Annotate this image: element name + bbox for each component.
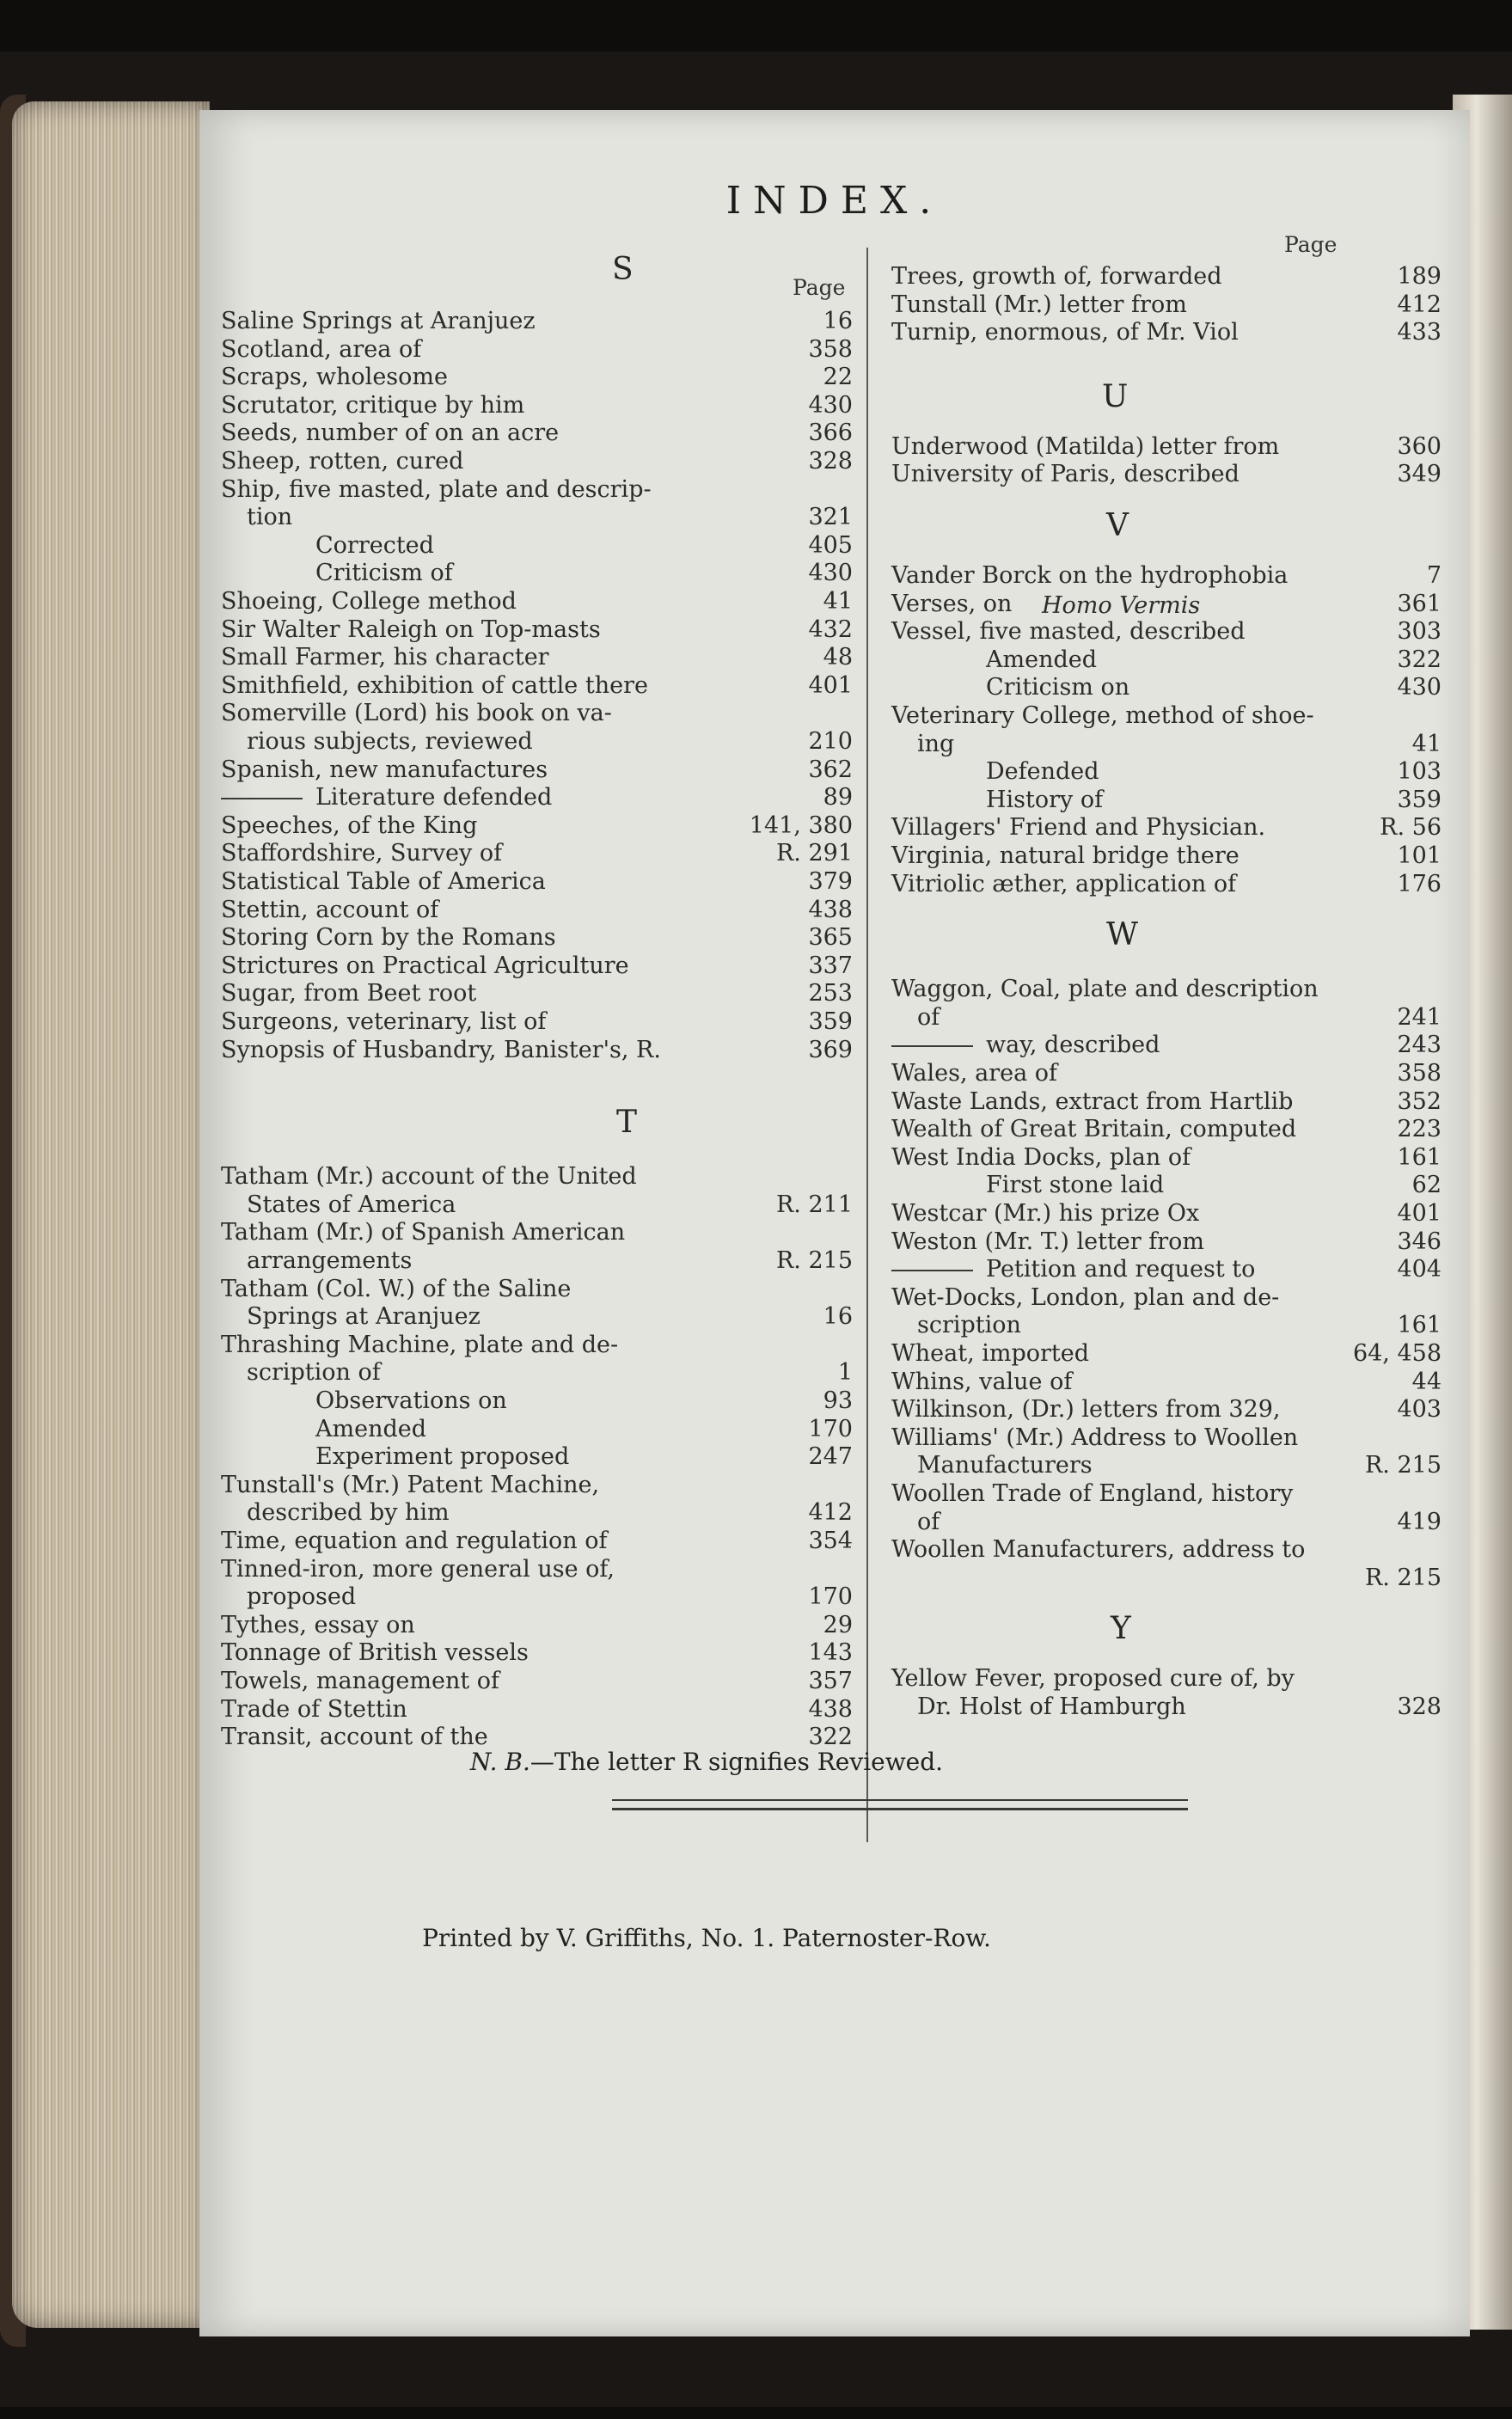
index-entry: Wheat, imported [891, 1340, 1090, 1367]
index-page-number: R. 215 [1364, 1452, 1442, 1479]
index-page-number: 366 [808, 419, 853, 447]
index-page-number: 412 [1397, 291, 1442, 318]
index-entry: Thrashing Machine, plate and de- [221, 1331, 619, 1358]
index-page-number: 22 [823, 364, 853, 391]
index-entry: University of Paris, described [891, 461, 1240, 488]
index-page-number: 419 [1397, 1508, 1442, 1535]
index-page-number: 161 [1397, 1143, 1442, 1171]
index-entry: Tunstall (Mr.) letter from [891, 291, 1187, 318]
index-entry: Sheep, rotten, cured [221, 448, 464, 475]
index-page-number: 346 [1397, 1228, 1442, 1255]
index-entry: Woollen Trade of England, history [891, 1480, 1294, 1507]
index-page-number: 379 [808, 868, 853, 895]
index-entry: Experiment proposed [315, 1443, 570, 1471]
index-entry: Staffordshire, Survey of [221, 840, 503, 867]
section-letter-u: U [1102, 378, 1129, 414]
index-entry: Tinned-iron, more general use of, [221, 1555, 615, 1583]
section-letter-t: T [616, 1105, 638, 1141]
index-page-number: 223 [1397, 1116, 1442, 1143]
index-page-number: 322 [808, 1724, 853, 1751]
index-entry: Seeds, number of on an acre [221, 419, 560, 447]
index-page-number: 337 [808, 952, 853, 979]
index-page-number: 93 [823, 1387, 853, 1414]
page-column-header: Page [793, 275, 846, 300]
index-entry: First stone laid [986, 1172, 1165, 1199]
index-page-number: 328 [808, 448, 853, 475]
index-entry: Weston (Mr. T.) letter from [891, 1228, 1205, 1255]
index-page-number: 7 [1426, 562, 1442, 589]
index-entry: Virginia, natural bridge there [891, 842, 1240, 869]
index-entry: Criticism on [986, 674, 1130, 701]
index-page-number: 44 [1411, 1368, 1442, 1395]
index-entry: Surgeons, veterinary, list of [221, 1008, 547, 1035]
index-entry: Trees, growth of, forwarded [891, 263, 1222, 290]
index-entry: Tonnage of British vessels [221, 1639, 529, 1667]
index-entry: way, described [986, 1032, 1160, 1059]
index-page [199, 110, 1470, 2336]
index-page-number: 430 [808, 391, 853, 419]
index-page-number: 433 [1397, 319, 1442, 346]
index-entry: Strictures on Practical Agriculture [221, 952, 629, 979]
index-page-number: 369 [808, 1036, 853, 1063]
index-entry: Waggon, Coal, plate and description [891, 976, 1319, 1003]
footnote [199, 1748, 1214, 1776]
index-dash [891, 1270, 973, 1271]
index-page-number: 359 [808, 1008, 853, 1035]
index-entry: Wilkinson, (Dr.) letters from 329, [891, 1396, 1281, 1424]
index-page-number: 354 [808, 1528, 853, 1554]
index-page-number: 170 [808, 1583, 853, 1611]
index-page-number: 401 [1397, 1200, 1442, 1227]
index-entry: Scrutator, critique by him [221, 391, 525, 419]
index-page-number: 64, 458 [1352, 1340, 1442, 1367]
index-entry: Amended [986, 646, 1098, 673]
double-rule-bottom [612, 1808, 1188, 1810]
index-entry: rious subjects, reviewed [247, 728, 533, 755]
index-entry: States of America [247, 1191, 456, 1218]
index-entry: ing [917, 730, 955, 757]
index-entry: Scotland, area of [221, 335, 422, 363]
index-page-number: 430 [808, 560, 853, 587]
section-letter-s: S [612, 252, 634, 287]
index-entry: scription [917, 1312, 1021, 1339]
index-entry: Manufacturers [917, 1452, 1093, 1479]
index-page-number: 405 [808, 531, 853, 559]
section-letter-y: Y [1111, 1611, 1131, 1647]
section-letter-v: V [1106, 508, 1129, 543]
index-entry: of [917, 1508, 940, 1535]
index-dash [221, 798, 303, 799]
page-title: INDEX. [725, 179, 944, 223]
index-page-number: 303 [1397, 618, 1442, 646]
index-page-number: 210 [808, 728, 853, 755]
index-entry: Somerville (Lord) his book on va- [221, 700, 612, 727]
index-entry: West India Docks, plan of [891, 1143, 1191, 1171]
double-rule-top [612, 1799, 1188, 1801]
index-page-number: R. 211 [775, 1191, 853, 1218]
index-entry: Underwood (Matilda) letter from [891, 432, 1280, 460]
index-entry: Yellow Fever, proposed cure of, by [891, 1665, 1295, 1693]
index-page-number: 241 [1397, 1003, 1442, 1031]
index-entry: Dr. Holst of Hamburgh [917, 1693, 1186, 1720]
index-page-number: 438 [808, 896, 853, 923]
index-entry: tion [247, 504, 293, 531]
index-page-number: 357 [808, 1668, 853, 1694]
index-entry: Verses, on [891, 590, 1013, 617]
index-page-number: 349 [1397, 461, 1442, 488]
footnote-text: —The letter R signifies Reviewed. [530, 1748, 944, 1776]
index-page-number: 432 [808, 615, 853, 643]
printer-line: Printed by V. Griffiths, No. 1. Paternoster-Row. [422, 1924, 991, 1952]
index-page-number: 321 [808, 504, 853, 531]
index-entry: Scraps, wholesome [221, 364, 448, 391]
index-entry: Whins, value of [891, 1368, 1073, 1395]
index-entry: Time, equation and regulation of [221, 1528, 608, 1554]
index-page-number: 16 [823, 1303, 853, 1331]
index-page-number: 161 [1397, 1312, 1442, 1339]
index-entry: Stettin, account of [221, 896, 439, 923]
index-page-number: 176 [1397, 870, 1442, 897]
page-edges [12, 101, 210, 2328]
page-column-header: Page [1284, 232, 1338, 257]
index-entry: Defended [986, 758, 1099, 786]
index-entry: Veterinary College, method of shoe- [891, 702, 1314, 729]
index-page-number: 361 [1397, 590, 1442, 617]
index-entry: Amended [315, 1415, 427, 1442]
index-entry: Ship, five masted, plate and descrip- [221, 475, 652, 503]
index-page-number: 1 [837, 1359, 853, 1387]
index-page-number: 16 [823, 308, 853, 334]
index-page-number: 29 [823, 1611, 853, 1638]
index-page-number: 253 [808, 980, 853, 1007]
index-entry: Villagers' Friend and Physician. [891, 814, 1266, 842]
index-page-number: 359 [1397, 786, 1442, 813]
index-dash [891, 1045, 973, 1047]
index-page-number: 438 [808, 1695, 853, 1723]
index-entry: Criticism of [315, 560, 453, 587]
index-entry: Wet-Docks, London, plan and de- [891, 1283, 1280, 1311]
index-page-number: 247 [808, 1443, 853, 1471]
index-entry: Tythes, essay on [221, 1611, 415, 1638]
index-entry: Sir Walter Raleigh on Top-masts [221, 615, 601, 643]
index-entry: Tunstall's (Mr.) Patent Machine, [221, 1471, 600, 1498]
index-entry: Corrected [315, 531, 434, 559]
index-entry: Tatham (Mr.) account of the United [221, 1163, 637, 1191]
index-page-number: 403 [1397, 1396, 1442, 1424]
index-entry: Petition and request to [986, 1256, 1256, 1283]
index-page-number: 360 [1397, 432, 1442, 460]
index-page-number: 352 [1397, 1087, 1442, 1115]
index-page-number: 365 [808, 924, 853, 952]
index-entry: scription of [247, 1359, 381, 1387]
index-entry: of [917, 1003, 940, 1031]
index-entry: Sugar, from Beet root [221, 980, 477, 1007]
index-entry: Waste Lands, extract from Hartlib [891, 1087, 1294, 1115]
index-entry: Tatham (Col. W.) of the Saline [221, 1275, 572, 1302]
footnote-prefix: N. B. [469, 1748, 530, 1776]
index-entry: Spanish, new manufactures [221, 756, 548, 783]
index-page-number: R. 215 [1364, 1564, 1442, 1591]
index-entry: Storing Corn by the Romans [221, 924, 556, 952]
index-page-number: 62 [1411, 1172, 1442, 1199]
index-entry: Small Farmer, his character [221, 644, 549, 671]
index-page-number: 404 [1397, 1256, 1442, 1283]
index-entry: Towels, management of [221, 1668, 500, 1694]
index-entry: proposed [247, 1583, 357, 1611]
index-entry: Vitriolic æther, application of [891, 870, 1237, 897]
index-page-number: R. 215 [775, 1247, 853, 1274]
index-page-number: 189 [1397, 263, 1442, 290]
index-entry: Observations on [315, 1387, 507, 1414]
index-entry: Statistical Table of America [221, 868, 546, 895]
index-entry: Vessel, five masted, described [891, 618, 1246, 646]
index-page-number: 41 [823, 588, 853, 615]
index-entry: History of [986, 786, 1104, 813]
index-entry: Shoeing, College method [221, 588, 517, 615]
index-page-number: 328 [1397, 1693, 1442, 1720]
index-page-number: 141, 380 [749, 811, 853, 839]
index-entry: Williams' (Mr.) Address to Woollen [891, 1424, 1299, 1451]
index-page-number: 41 [1411, 730, 1442, 757]
index-page-number: 430 [1397, 674, 1442, 701]
index-page-number: 101 [1397, 842, 1442, 869]
index-entry: Saline Springs at Aranjuez [221, 308, 536, 334]
index-page-number: 89 [823, 784, 853, 811]
index-entry: Wealth of Great Britain, computed [891, 1116, 1297, 1143]
index-entry: Westcar (Mr.) his prize Ox [891, 1200, 1200, 1227]
index-page-number: 243 [1397, 1032, 1442, 1059]
index-page-number: R. 56 [1380, 814, 1442, 842]
index-page-number: 362 [808, 756, 853, 783]
index-entry: Tatham (Mr.) of Spanish American [221, 1219, 626, 1246]
index-page-number: 401 [808, 671, 853, 699]
index-entry: Turnip, enormous, of Mr. Viol [891, 319, 1239, 346]
index-entry: Woollen Manufacturers, address to [891, 1536, 1306, 1564]
index-page-number: 358 [1397, 1060, 1442, 1087]
index-entry: described by him [247, 1499, 450, 1527]
index-entry: Springs at Aranjuez [247, 1303, 481, 1331]
index-page-number: 103 [1397, 758, 1442, 786]
index-page-number: 48 [823, 644, 853, 671]
index-page-number: 322 [1397, 646, 1442, 673]
index-entry: Speeches, of the King [221, 811, 478, 839]
index-entry: Literature defended [315, 784, 553, 811]
index-page-number: 143 [808, 1639, 853, 1667]
index-entry-italic: Homo Vermis [1042, 591, 1201, 619]
index-page-number: 358 [808, 335, 853, 363]
index-entry: Transit, account of the [221, 1724, 488, 1751]
index-page-number: R. 291 [775, 840, 853, 867]
index-entry: arrangements [247, 1247, 413, 1274]
index-entry: Vander Borck on the hydrophobia [891, 562, 1289, 589]
column-divider [866, 248, 868, 1842]
index-entry: Smithfield, exhibition of cattle there [221, 671, 648, 699]
index-entry: Wales, area of [891, 1060, 1058, 1087]
index-entry: Synopsis of Husbandry, Banister's, R. [221, 1036, 661, 1063]
index-page-number: 412 [808, 1499, 853, 1527]
index-page-number: 170 [808, 1415, 853, 1442]
section-letter-w: W [1106, 917, 1139, 953]
index-entry: Trade of Stettin [221, 1695, 407, 1723]
